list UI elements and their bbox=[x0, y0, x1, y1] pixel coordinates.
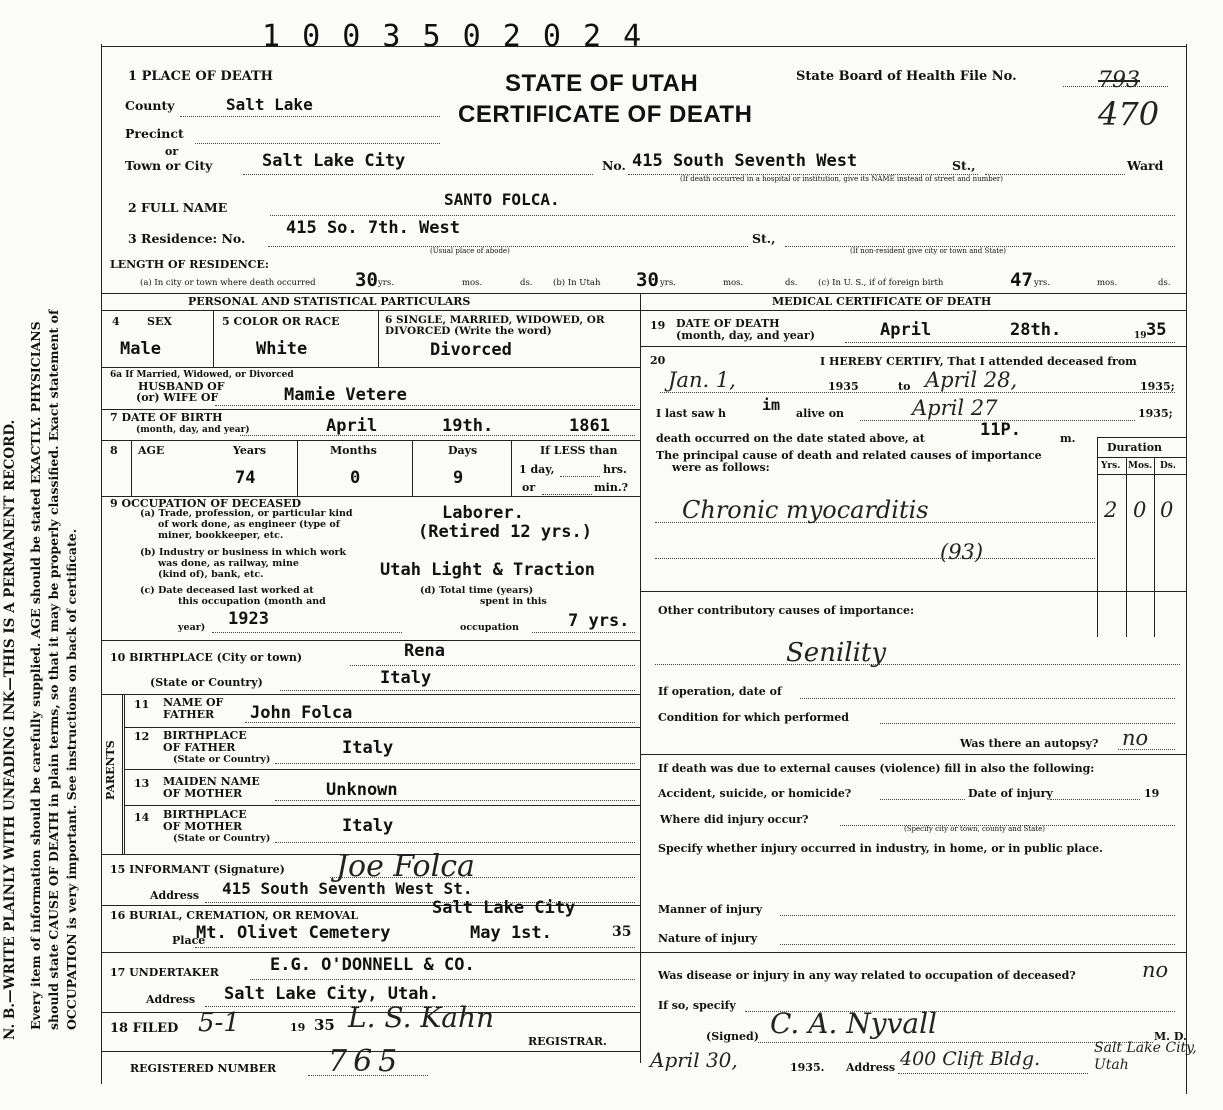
length-a-ds: ds. bbox=[520, 278, 533, 288]
nonresident-note: (If non-resident give city or town and State) bbox=[850, 247, 1006, 255]
marital-label: 6 SINGLE, MARRIED, WIDOWED, OR DIVORCED (Write the word) bbox=[385, 314, 605, 338]
length-b-yrs: yrs. bbox=[660, 278, 676, 288]
marital-value: Divorced bbox=[430, 340, 512, 360]
occ-b-label-3: (kind of), bank, etc. bbox=[158, 569, 264, 580]
alive-on-label: alive on bbox=[796, 407, 845, 420]
residence-label: 3 Residence: No. bbox=[128, 231, 246, 246]
length-residence-label: LENGTH OF RESIDENCE: bbox=[110, 258, 269, 271]
condition-label: Condition for which performed bbox=[658, 711, 849, 724]
length-a-yrs: yrs. bbox=[378, 278, 394, 288]
burial-year: 35 bbox=[612, 924, 632, 940]
mbirth-label-1: BIRTHPLACE bbox=[163, 808, 247, 821]
occ-c-label-2: this occupation (month and bbox=[178, 596, 326, 607]
burial-place-label: Place bbox=[172, 934, 206, 947]
parents-side-label: PARENTS bbox=[104, 740, 117, 800]
age-num: 8 bbox=[110, 444, 118, 457]
attended-to-label: to bbox=[898, 380, 911, 393]
fbirth-label-3: (State or Country) bbox=[173, 754, 271, 765]
occ-c-label-3: year) bbox=[178, 622, 206, 633]
undertaker-name: E.G. O'DONNELL & CO. bbox=[270, 955, 475, 975]
physician-signature: C. A. Nyvall bbox=[770, 1007, 937, 1040]
last-saw-him: im bbox=[762, 396, 781, 414]
external-causes-label: If death was due to external causes (violence) fill in also the following: bbox=[658, 762, 1095, 775]
father-name: John Folca bbox=[250, 703, 353, 723]
occupation-trade: Laborer. bbox=[442, 503, 524, 523]
undertaker-address-label: Address bbox=[146, 993, 196, 1006]
precinct-label: Precinct bbox=[125, 126, 184, 141]
undertaker-label: 17 UNDERTAKER bbox=[110, 966, 219, 979]
other-cause: Senility bbox=[786, 638, 887, 668]
occ-a-label-1: (a) Trade, profession, or particular kind bbox=[140, 508, 353, 519]
attended-from: Jan. 1, bbox=[668, 368, 736, 392]
street-no-label: No. bbox=[602, 158, 626, 173]
where-injury-note: (Specify city or town, county and State) bbox=[904, 825, 1045, 833]
town-value: Salt Lake City bbox=[262, 151, 406, 171]
length-c-label: (c) In U. S., if of foreign birth bbox=[818, 278, 944, 288]
registered-number-label: REGISTERED NUMBER bbox=[130, 1062, 277, 1075]
informant-signature: Joe Folca bbox=[336, 849, 475, 884]
side-note-4: OCCUPATION is very important. See instructions on back of certificate. bbox=[64, 528, 79, 1030]
occupation-heading: 9 OCCUPATION OF DECEASED bbox=[110, 497, 302, 510]
hospital-note: (If death occurred in a hospital or institution, give its NAME instead of street and number) bbox=[680, 175, 1003, 183]
filed-year: 35 bbox=[314, 1016, 335, 1034]
informant-address-label: Address bbox=[150, 889, 200, 902]
cause-code: (93) bbox=[940, 540, 984, 564]
death-occurred-label: death occurred on the date stated above, at bbox=[656, 432, 925, 445]
title-certificate: CERTIFICATE OF DEATH bbox=[458, 101, 753, 128]
occ-a-label-2: of work done, as engineer (type of bbox=[158, 519, 340, 530]
father-label-2: FATHER bbox=[163, 708, 215, 721]
file-no-struck: 793 bbox=[1098, 68, 1140, 93]
other-causes-label: Other contributory causes of importance: bbox=[658, 604, 915, 617]
mother-label-2: OF MOTHER bbox=[163, 787, 243, 800]
fbirth-label-2: OF FATHER bbox=[163, 741, 236, 754]
frame-top bbox=[101, 46, 1187, 47]
residence-value: 415 So. 7th. West bbox=[286, 218, 460, 238]
accident-label: Accident, suicide, or homicide? bbox=[658, 787, 852, 800]
undertaker-address: Salt Lake City, Utah. bbox=[224, 984, 439, 1004]
related-occupation-label: Was disease or injury in any way related to occupation of deceased? bbox=[658, 969, 1076, 982]
occ-b-label-2: was done, as railway, mine bbox=[158, 558, 299, 569]
registered-number: 765 bbox=[328, 1044, 404, 1079]
length-b-ds: ds. bbox=[785, 278, 798, 288]
age-years: 74 bbox=[235, 468, 256, 488]
father-birthplace: Italy bbox=[342, 738, 394, 758]
length-a-mos: mos. bbox=[462, 278, 483, 288]
dod-month: April bbox=[880, 320, 932, 340]
signature-date: April 30, bbox=[650, 1048, 738, 1072]
mbirth-num: 14 bbox=[134, 811, 150, 824]
burial-label: 16 BURIAL, CREMATION, OR REMOVAL bbox=[110, 909, 359, 922]
length-a-value: 30 bbox=[355, 269, 378, 291]
length-c-mos: mos. bbox=[1097, 278, 1118, 288]
burial-date: May 1st. bbox=[470, 923, 552, 943]
duration-ds-label: Ds. bbox=[1160, 461, 1177, 471]
length-c-yrs: yrs. bbox=[1034, 278, 1050, 288]
manner-injury-label: Manner of injury bbox=[658, 903, 763, 916]
dod-year: 35 bbox=[1146, 320, 1167, 340]
dob-year: 1861 bbox=[569, 416, 610, 436]
color-value: White bbox=[256, 339, 308, 359]
county-value: Salt Lake bbox=[226, 95, 313, 114]
dob-day: 19th. bbox=[442, 416, 494, 436]
duration-mos-label: Mos. bbox=[1128, 461, 1153, 471]
occupation-industry: Utah Light & Traction bbox=[380, 560, 595, 580]
fbirth-num: 12 bbox=[134, 730, 150, 743]
alive-year: 1935; bbox=[1138, 407, 1173, 420]
ward-label: Ward bbox=[1127, 158, 1164, 173]
length-b-value: 30 bbox=[636, 269, 659, 291]
specify-injury-label: Specify whether injury occurred in industry, in home, or in public place. bbox=[658, 842, 1103, 855]
attended-to-year: 1935; bbox=[1140, 380, 1175, 393]
cause-dur-ds: 0 bbox=[1160, 498, 1174, 522]
dod-day: 28th. bbox=[1010, 320, 1062, 340]
father-num: 11 bbox=[134, 698, 150, 711]
side-note-1: N. B.—WRITE PLAINLY WITH UNFADING INK—THIS IS A PERMANENT RECORD. bbox=[2, 419, 18, 1040]
dod-num: 19 bbox=[650, 319, 666, 332]
nature-injury-label: Nature of injury bbox=[658, 932, 758, 945]
occupation-retired: (Retired 12 yrs.) bbox=[418, 522, 592, 542]
age-months: 0 bbox=[350, 468, 361, 488]
usual-abode-note: (Usual place of abode) bbox=[430, 247, 510, 255]
burial-city: Salt Lake City bbox=[432, 898, 576, 918]
frame-left bbox=[101, 44, 102, 1084]
attended-to: April 28, bbox=[925, 368, 1018, 392]
dod-year-prefix: 19 bbox=[1134, 331, 1147, 341]
filed-date: 5-1 bbox=[198, 1008, 240, 1038]
death-time-m: m. bbox=[1060, 432, 1076, 445]
side-note-3: should state CAUSE OF DEATH in plain terms, so that it may be properly classified. Exact statement of bbox=[46, 309, 61, 1030]
or-label: or bbox=[165, 145, 179, 158]
dob-label: 7 DATE OF BIRTH bbox=[110, 411, 223, 424]
side-note-2: Every item of information should be carefully supplied. AGE should be stated EXACTLY. PHYSICIANS bbox=[28, 321, 43, 1030]
spouse-value: Mamie Vetere bbox=[284, 385, 407, 405]
cert-text: I HEREBY CERTIFY, That I attended deceased from bbox=[820, 355, 1137, 368]
occ-c-label-1: (c) Date deceased last worked at bbox=[140, 585, 314, 596]
one-day-label: 1 day, bbox=[519, 463, 555, 476]
birthplace-state-label: (State or Country) bbox=[150, 676, 263, 689]
filed-label: 18 FILED bbox=[110, 1021, 179, 1036]
total-time-value: 7 yrs. bbox=[568, 611, 630, 631]
medical-header: MEDICAL CERTIFICATE OF DEATH bbox=[772, 295, 992, 308]
county-label: County bbox=[125, 98, 175, 113]
spouse-label-3: (or) WIFE OF bbox=[136, 391, 219, 404]
signed-label: (Signed) bbox=[706, 1030, 759, 1043]
age-label: AGE bbox=[138, 444, 165, 457]
length-c-value: 47 bbox=[1010, 269, 1033, 291]
cause-dur-yrs: 2 bbox=[1104, 498, 1118, 522]
frame-right bbox=[1186, 44, 1187, 1094]
years-label: Years bbox=[233, 444, 267, 457]
color-label: 5 COLOR OR RACE bbox=[222, 315, 340, 328]
length-b-mos: mos. bbox=[723, 278, 744, 288]
autopsy-value: no bbox=[1122, 726, 1149, 750]
full-name-label: 2 FULL NAME bbox=[128, 200, 228, 215]
birthplace-country: Italy bbox=[380, 668, 432, 688]
dod-label-1: DATE OF DEATH bbox=[676, 317, 780, 330]
operation-label: If operation, date of bbox=[658, 685, 782, 698]
signature-year: 1935. bbox=[790, 1061, 825, 1074]
physician-city: Salt Lake City, Utah bbox=[1094, 1040, 1197, 1073]
sex-num: 4 bbox=[112, 315, 120, 328]
duration-label: Duration bbox=[1107, 441, 1163, 454]
dob-sub: (month, day, and year) bbox=[136, 425, 250, 435]
registrar-signature: L. S. Kahn bbox=[348, 1001, 495, 1034]
sex-value: Male bbox=[120, 339, 161, 359]
fbirth-label-1: BIRTHPLACE bbox=[163, 729, 247, 742]
personal-header: PERSONAL AND STATISTICAL PARTICULARS bbox=[188, 295, 471, 308]
length-a-label: (a) In city or town where death occurred bbox=[140, 278, 316, 288]
serial-stamp: 1 0 0 3 5 0 2 0 2 4 bbox=[262, 19, 644, 54]
birthplace-city: Rena bbox=[404, 641, 445, 661]
or-min-label: or bbox=[522, 481, 536, 494]
mbirth-label-3: (State or Country) bbox=[173, 833, 271, 844]
days-label: Days bbox=[448, 444, 478, 457]
mother-num: 13 bbox=[134, 777, 150, 790]
sex-label: SEX bbox=[147, 315, 172, 328]
full-name-value: SANTO FOLCA. bbox=[444, 190, 560, 209]
file-no-label: State Board of Health File No. bbox=[796, 69, 1017, 84]
informant-label: 15 INFORMANT (Signature) bbox=[110, 863, 285, 876]
date-injury-19: 19 bbox=[1144, 787, 1160, 800]
age-days: 9 bbox=[453, 468, 464, 488]
autopsy-label: Was there an autopsy? bbox=[960, 737, 1099, 750]
cause-dur-mos: 0 bbox=[1133, 498, 1147, 522]
street-st-label: St., bbox=[952, 158, 976, 173]
informant-address: 415 South Seventh West St. bbox=[222, 879, 473, 898]
mother-birthplace: Italy bbox=[342, 816, 394, 836]
principal-cause: Chronic myocarditis bbox=[682, 496, 929, 524]
dod-label-2: (month, day, and year) bbox=[676, 329, 815, 342]
signature-address-label: Address bbox=[846, 1061, 896, 1074]
town-label: Town or City bbox=[125, 158, 213, 173]
min-label: min.? bbox=[594, 481, 629, 494]
md-label: M. D. bbox=[1154, 1030, 1187, 1043]
length-c-ds: ds. bbox=[1158, 278, 1171, 288]
occ-d-label-3: occupation bbox=[460, 622, 519, 633]
death-time: 11P. bbox=[980, 420, 1021, 440]
filed-year-prefix: 19 bbox=[290, 1021, 306, 1034]
spouse-label-1: 6a If Married, Widowed, or Divorced bbox=[110, 370, 294, 380]
length-b-label: (b) In Utah bbox=[553, 278, 601, 288]
physician-address: 400 Clift Bldg. bbox=[900, 1048, 1041, 1070]
last-saw-label: I last saw h bbox=[656, 407, 727, 420]
occ-d-label-1: (d) Total time (years) bbox=[420, 585, 534, 596]
months-label: Months bbox=[330, 444, 377, 457]
occ-d-label-2: spent in this bbox=[480, 596, 547, 607]
cause-label-1: The principal cause of death and related causes of importance bbox=[656, 449, 1042, 462]
if-so-label: If so, specify bbox=[658, 999, 736, 1012]
occ-a-label-3: miner, bookkeeper, etc. bbox=[158, 530, 284, 541]
where-injury-label: Where did injury occur? bbox=[660, 813, 809, 826]
residence-st-label: St., bbox=[752, 231, 776, 246]
street-address: 415 South Seventh West bbox=[632, 151, 858, 171]
mother-name: Unknown bbox=[326, 780, 398, 800]
related-occupation-value: no bbox=[1142, 958, 1169, 982]
place-of-death-heading: 1 PLACE OF DEATH bbox=[128, 69, 273, 84]
father-label-1: NAME OF bbox=[163, 696, 224, 709]
hrs-label: hrs. bbox=[603, 463, 627, 476]
less-than-label: If LESS than bbox=[540, 444, 618, 457]
cause-label-2: were as follows: bbox=[672, 461, 770, 474]
registrar-label: REGISTRAR. bbox=[528, 1035, 607, 1048]
date-injury-label: Date of injury bbox=[968, 787, 1053, 800]
file-no: 470 bbox=[1098, 95, 1160, 133]
title-state: STATE OF UTAH bbox=[505, 70, 699, 97]
spouse-label-2: HUSBAND OF bbox=[138, 380, 225, 393]
dob-month: April bbox=[326, 416, 378, 436]
cert-num: 20 bbox=[650, 354, 666, 367]
alive-on: April 27 bbox=[912, 396, 998, 420]
last-worked-value: 1923 bbox=[228, 609, 269, 629]
mother-label-1: MAIDEN NAME bbox=[163, 775, 260, 788]
duration-yrs-label: Yrs. bbox=[1101, 461, 1121, 471]
occ-b-label-1: (b) Industry or business in which work bbox=[140, 547, 347, 558]
birthplace-label: 10 BIRTHPLACE (City or town) bbox=[110, 651, 303, 664]
attended-from-year: 1935 bbox=[828, 380, 859, 393]
burial-place: Mt. Olivet Cemetery bbox=[196, 923, 391, 943]
mbirth-label-2: OF MOTHER bbox=[163, 820, 243, 833]
